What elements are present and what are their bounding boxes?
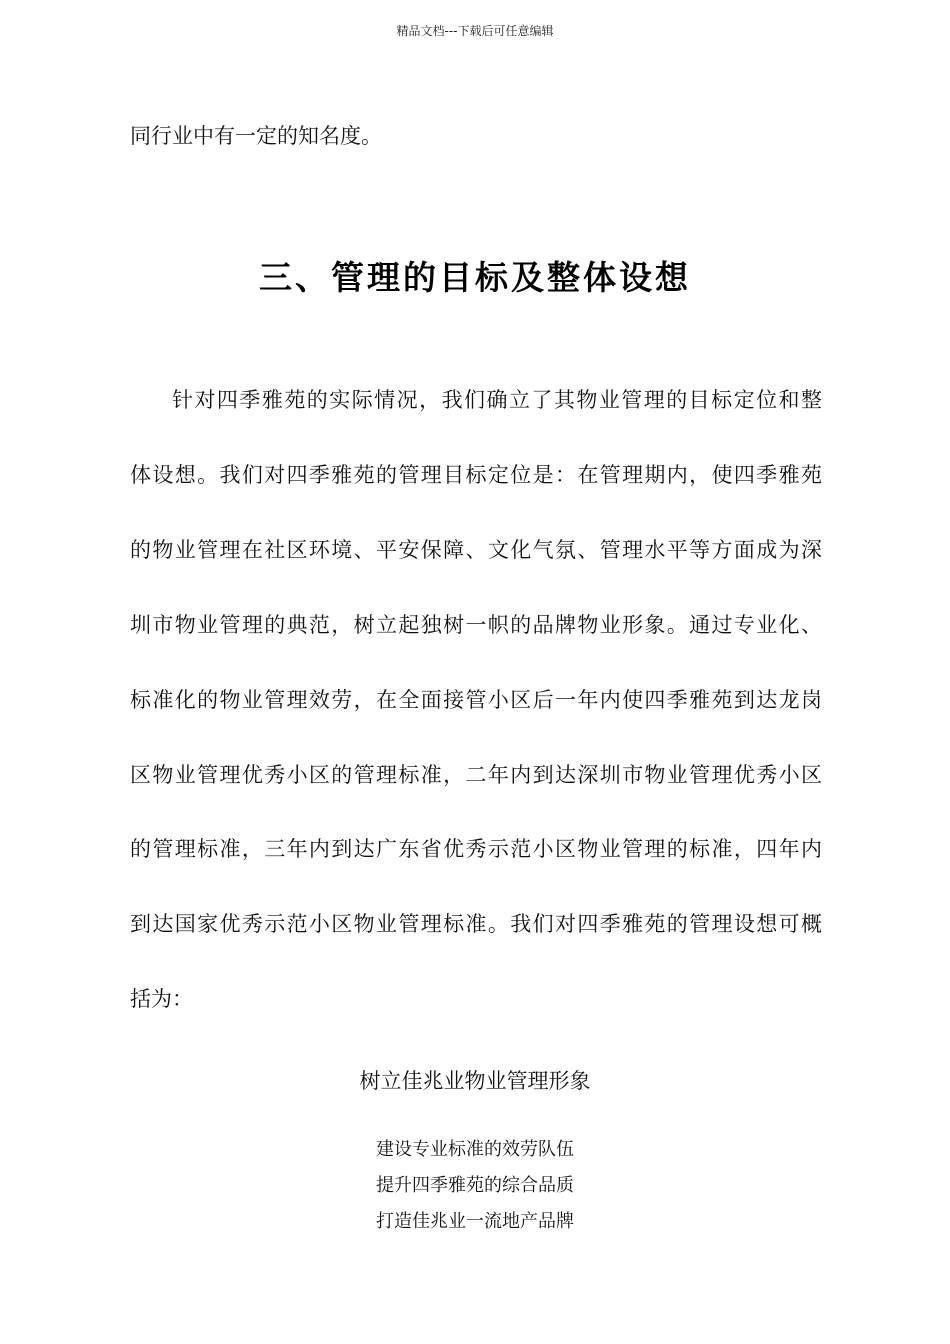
slogan-item: 打造佳兆业一流地产品牌: [376, 1211, 574, 1232]
slogan-main: 树立佳兆业物业管理形象: [359, 1069, 591, 1093]
paragraph-line: 的物业管理在社区环境、平安保障、文化气氛、管理水平等方面成为深: [130, 538, 822, 562]
slogan-item: 提升四季雅苑的综合品质: [376, 1175, 574, 1196]
page-header: 精品文档---下载后可任意编辑: [396, 24, 554, 38]
paragraph-line: 体设想。我们对四季雅苑的管理目标定位是：在管理期内，使四季雅苑: [130, 463, 822, 487]
paragraph-line: 区物业管理优秀小区的管理标准，二年内到达深圳市物业管理优秀小区: [130, 763, 822, 787]
section-title: 三、管理的目标及整体设想: [259, 258, 691, 297]
paragraph-line: 针对四季雅苑的实际情况，我们确立了其物业管理的目标定位和整: [172, 388, 822, 412]
paragraph-line: 圳市物业管理的典范，树立起独树一帜的品牌物业形象。通过专业化、: [130, 613, 822, 637]
paragraph-line: 的管理标准，三年内到达广东省优秀示范小区物业管理的标准，四年内: [130, 837, 822, 861]
paragraph-line: 括为：: [130, 987, 193, 1011]
paragraph-line: 到达国家优秀示范小区物业管理标准。我们对四季雅苑的管理设想可概: [130, 912, 822, 936]
intro-tail-line: 同行业中有一定的知名度。: [130, 124, 382, 148]
slogan-item: 建设专业标准的效劳队伍: [376, 1139, 574, 1160]
paragraph-line: 标准化的物业管理效劳，在全面接管小区后一年内使四季雅苑到达龙岗: [130, 688, 822, 712]
